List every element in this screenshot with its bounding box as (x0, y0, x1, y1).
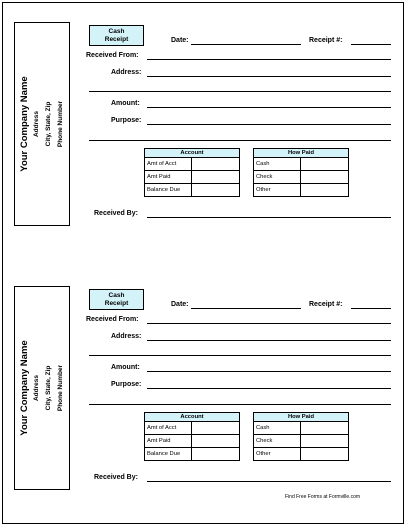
how-paid-row-value[interactable] (301, 158, 349, 171)
receipt-number-field[interactable] (351, 44, 391, 45)
account-table (144, 412, 240, 461)
account-row-value[interactable] (192, 184, 240, 197)
account-row-value[interactable] (192, 171, 240, 184)
company-address: Address (32, 375, 40, 402)
receipt-number-label: Receipt #: (309, 37, 343, 44)
account-header: Account (145, 413, 240, 422)
how-paid-table (253, 148, 349, 197)
purpose-label: Purpose: (111, 117, 142, 124)
how-paid-row-label: Cash (254, 158, 301, 171)
account-row-label: Balance Due (145, 448, 192, 461)
title-line-2: Receipt (104, 299, 129, 307)
how-paid-header: How Paid (254, 149, 349, 158)
account-row-label: Amt of Acct (145, 422, 192, 435)
cash-receipt-title (89, 25, 144, 46)
account-row-value[interactable] (192, 435, 240, 448)
how-paid-row-label: Other (254, 184, 301, 197)
title-line-2: Receipt (104, 35, 129, 43)
how-paid-table (253, 412, 349, 461)
account-header: Account (145, 149, 240, 158)
company-name: Your Company Name (18, 340, 30, 436)
table-row (145, 435, 240, 448)
amount-label: Amount: (111, 364, 140, 371)
how-paid-row-label: Cash (254, 422, 301, 435)
received-from-label: Received From: (86, 316, 139, 323)
received-from-field[interactable] (147, 323, 391, 324)
received-from-label: Received From: (86, 52, 139, 59)
table-row (145, 448, 240, 461)
table-row (254, 448, 349, 461)
table-row (145, 171, 240, 184)
how-paid-row-value[interactable] (301, 422, 349, 435)
account-row-label: Amt of Acct (145, 158, 192, 171)
account-row-value[interactable] (192, 422, 240, 435)
date-label: Date: (171, 301, 189, 308)
how-paid-row-label: Check (254, 435, 301, 448)
address-label: Address: (111, 69, 142, 76)
date-label: Date: (171, 37, 189, 44)
purpose-field[interactable] (147, 388, 391, 389)
date-field[interactable] (191, 44, 301, 45)
table-row (254, 158, 349, 171)
table-row (145, 158, 240, 171)
company-phone: Phone Number (56, 100, 64, 148)
form-page (2, 2, 404, 524)
received-from-field[interactable] (147, 59, 391, 60)
cash-receipt-title (89, 289, 144, 310)
table-row (254, 422, 349, 435)
table-row (254, 171, 349, 184)
purpose-label: Purpose: (111, 381, 142, 388)
table-row (254, 435, 349, 448)
received-by-field[interactable] (147, 217, 391, 218)
amount-field[interactable] (147, 371, 391, 372)
address-field-2[interactable] (89, 91, 391, 92)
company-info-box (14, 22, 70, 226)
how-paid-header: How Paid (254, 413, 349, 422)
title-line-1: Cash (108, 291, 125, 299)
title-line-1: Cash (108, 27, 125, 35)
address-field[interactable] (147, 340, 391, 341)
table-row (145, 184, 240, 197)
purpose-field-2[interactable] (89, 404, 391, 405)
account-row-value[interactable] (192, 448, 240, 461)
account-row-label: Amt Paid (145, 171, 192, 184)
table-row (254, 184, 349, 197)
company-phone: Phone Number (56, 364, 64, 412)
how-paid-row-value[interactable] (301, 171, 349, 184)
received-by-field[interactable] (147, 481, 391, 482)
table-row (145, 422, 240, 435)
receipt-2 (3, 267, 405, 507)
address-field[interactable] (147, 76, 391, 77)
amount-label: Amount: (111, 100, 140, 107)
footer-link[interactable]: Find Free Forms at Formville.com (285, 494, 361, 500)
address-label: Address: (111, 333, 142, 340)
how-paid-row-value[interactable] (301, 184, 349, 197)
account-row-label: Balance Due (145, 184, 192, 197)
address-field-2[interactable] (89, 355, 391, 356)
company-info-box (14, 286, 70, 490)
purpose-field-2[interactable] (89, 140, 391, 141)
how-paid-row-label: Other (254, 448, 301, 461)
account-row-value[interactable] (192, 158, 240, 171)
amount-field[interactable] (147, 107, 391, 108)
how-paid-row-value[interactable] (301, 435, 349, 448)
account-row-label: Amt Paid (145, 435, 192, 448)
company-city: City, State, Zip (44, 365, 52, 411)
receipt-1 (3, 3, 405, 243)
how-paid-row-label: Check (254, 171, 301, 184)
receipt-number-label: Receipt #: (309, 301, 343, 308)
received-by-label: Received By: (94, 474, 138, 481)
company-address: Address (32, 111, 40, 138)
company-city: City, State, Zip (44, 101, 52, 147)
account-table (144, 148, 240, 197)
purpose-field[interactable] (147, 124, 391, 125)
how-paid-row-value[interactable] (301, 448, 349, 461)
received-by-label: Received By: (94, 210, 138, 217)
company-name: Your Company Name (18, 76, 30, 172)
date-field[interactable] (191, 308, 301, 309)
receipt-number-field[interactable] (351, 308, 391, 309)
